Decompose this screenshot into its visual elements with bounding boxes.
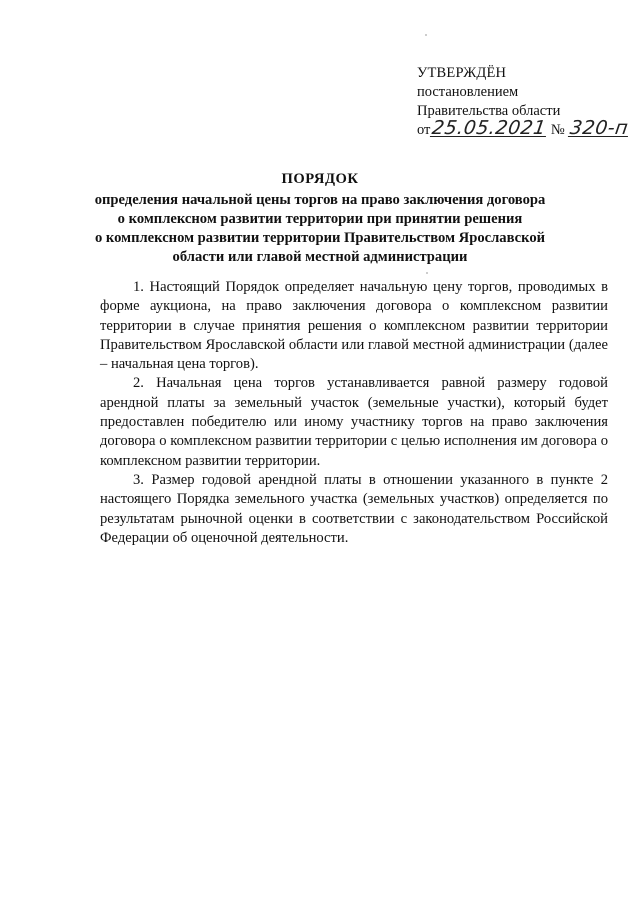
scan-speck bbox=[425, 34, 427, 36]
approval-block bbox=[417, 64, 630, 140]
document-heading bbox=[80, 170, 560, 267]
subtitle-line: определения начальной цены торгов на право заключения договора bbox=[94, 192, 546, 208]
approval-date-number-line bbox=[417, 117, 630, 140]
paragraph-3: 3. Размер годовой арендной платы в отношении указанного в пункте 2 настоящего Порядка земельного участка (земельных участков) определяется по результатам рыночной оценки в соответствии с законодательством Российской Федерации об оценочной деятельности. bbox=[100, 471, 608, 546]
subtitle-line: области или главой местной администрации bbox=[172, 249, 468, 265]
handwritten-number: 320-п bbox=[568, 117, 630, 139]
paragraph-1: 1. Настоящий Порядок определяет начальную цену торгов, проводимых в форме аукциона, на право заключения договора о комплексном развитии территории в случае принятия решения о комплексном развитии территории Правительством Ярославской области или главой местной администрации (далее – начальная цена торгов). bbox=[100, 279, 608, 373]
document-body bbox=[100, 278, 608, 548]
document-title: ПОРЯДОК bbox=[281, 171, 359, 187]
subtitle-line: о комплексном развитии территории Правительством Ярославской bbox=[94, 230, 546, 246]
approval-line-government: Правительства области bbox=[417, 103, 561, 119]
approval-title: УТВЕРЖДЁН bbox=[417, 65, 507, 81]
subtitle-line: о комплексном развитии территории при принятии решения bbox=[117, 211, 523, 227]
approval-line-resolution: постановлением bbox=[417, 84, 519, 100]
scan-speck bbox=[426, 272, 428, 274]
date-prefix: от bbox=[417, 122, 431, 138]
paragraph-2: 2. Начальная цена торгов устанавливается равной размеру годовой арендной платы за земельный участок (земельные участки), который будет предоставлен победителю или иному участнику торгов на право заключения договора о комплексном развитии территории с целью исполнения им договора о комплексном развитии территории. bbox=[100, 375, 608, 469]
number-prefix: № bbox=[550, 122, 565, 138]
handwritten-date: 25.05.2021 bbox=[431, 117, 548, 139]
